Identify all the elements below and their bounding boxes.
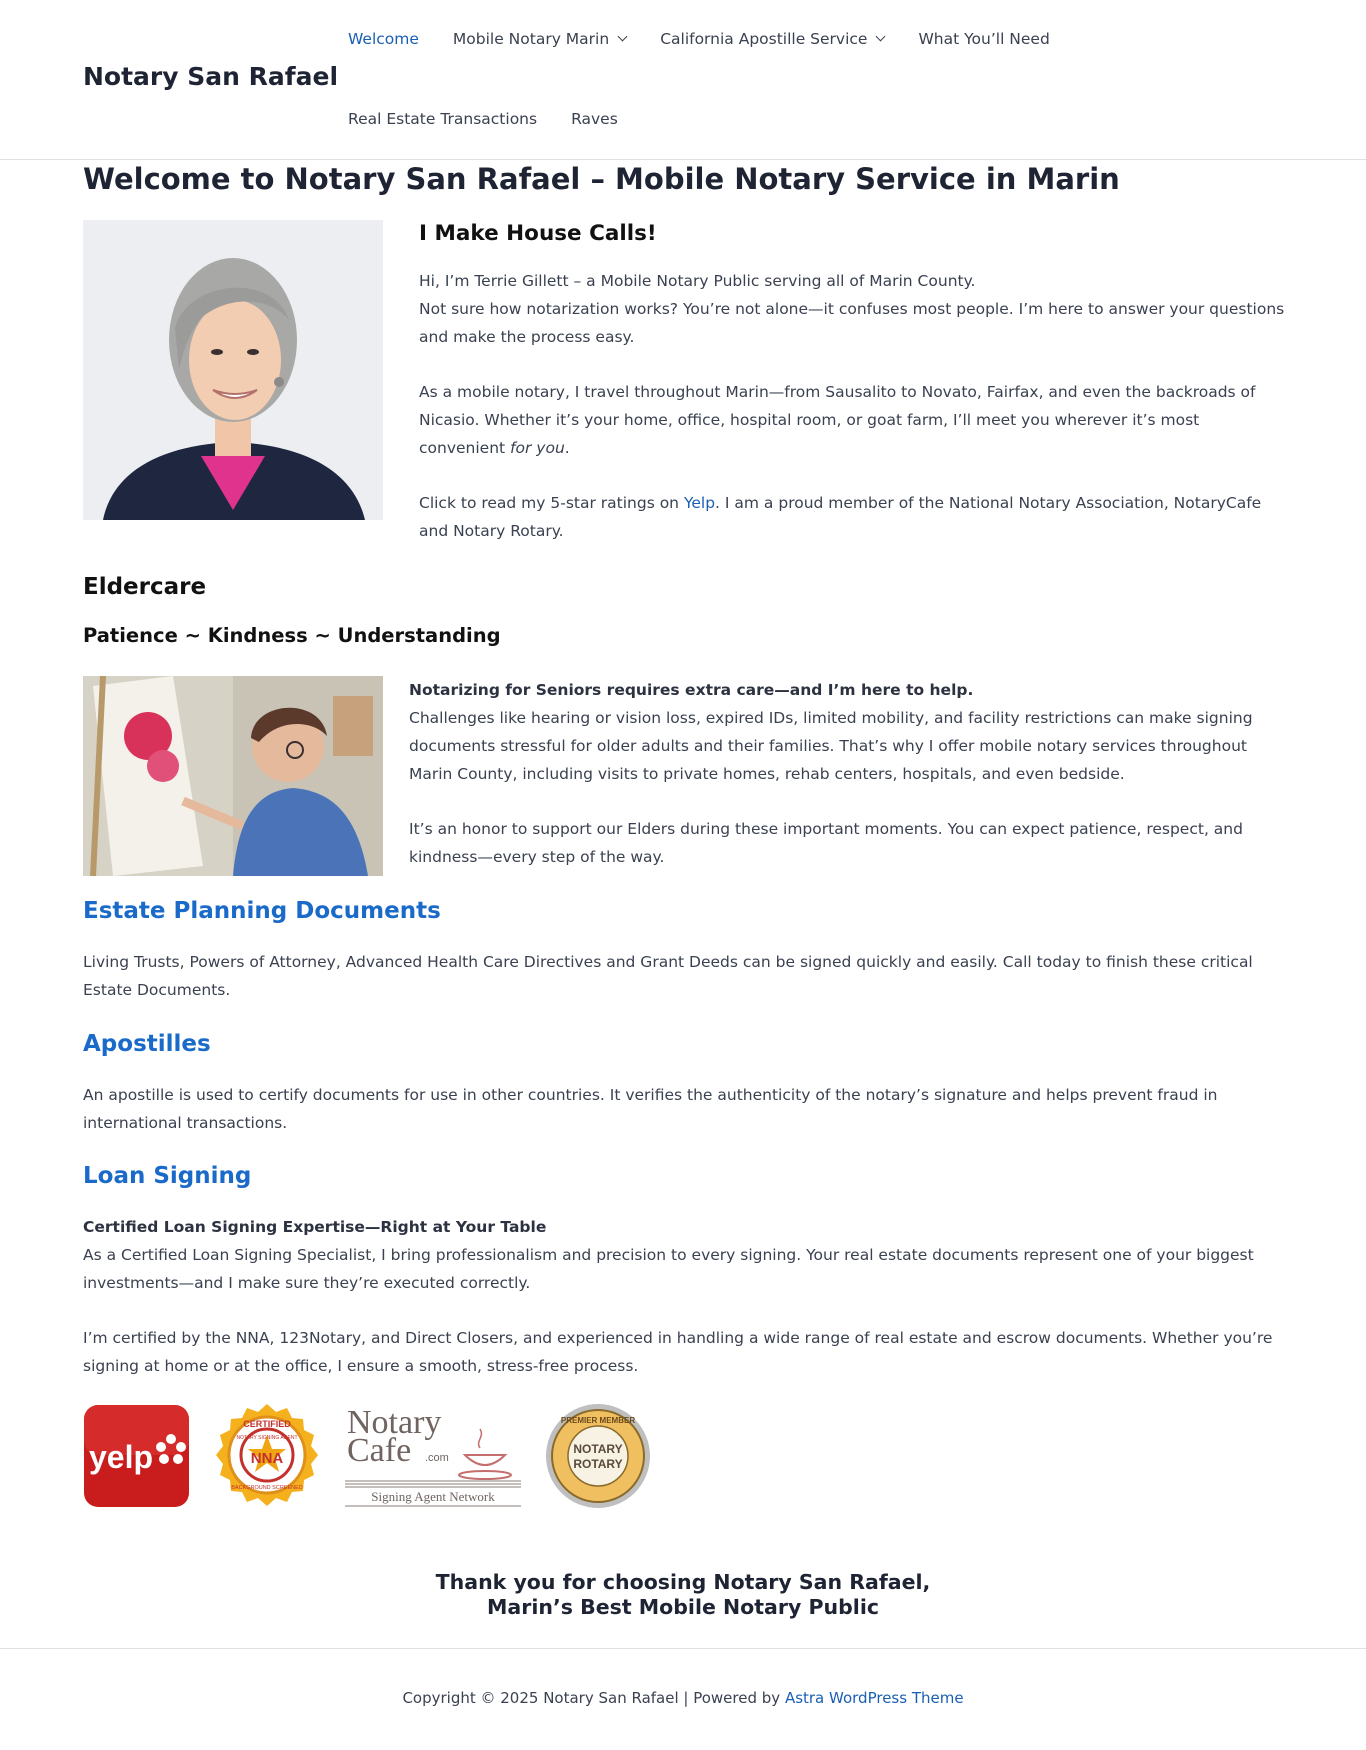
apostilles-paragraph: An apostille is used to certify documents for use in other countries. It verifies the authenticity of the notary’s signature and helps prevent fraud in international transactions. [83,1086,1218,1132]
eldercare-lead: Notarizing for Seniors requires extra care—and I’m here to help. [409,681,974,699]
thank-you-message [0,1570,1366,1620]
copyright-text: Copyright © 2025 Notary San Rafael | Powered by [402,1689,785,1707]
nav-label: Mobile Notary Marin [452,30,610,48]
loan-lead: Certified Loan Signing Expertise—Right at Your Table [83,1218,547,1236]
nav-real-estate[interactable]: Real Estate Transactions [348,110,538,128]
eldercare-paragraph-2: It’s an honor to support our Elders during these important moments. You can expect patience, respect, and kindness—every step of the way. [409,820,1243,866]
yelp-badge[interactable] [83,1404,190,1512]
nna-certified-badge [214,1403,321,1513]
primary-nav [348,30,1084,48]
nav-california-apostille[interactable] [660,30,884,48]
eldercare-paragraph-1 [409,676,1289,788]
nav-mobile-notary-marin[interactable] [453,30,626,48]
estate-paragraph: Living Trusts, Powers of Attorney, Advanced Health Care Directives and Grant Deeds can be signed quickly and easily. Call today to finish these critical Estate Documents. [83,953,1253,999]
cafe-tagline: Signing Agent Network [371,1489,495,1504]
chevron-down-icon [618,32,628,42]
nna-inner-bottom-text: BACKGROUND SCREENED [231,1485,303,1491]
eldercare-subheading: Patience ~ Kindness ~ Understanding [83,624,501,647]
nav-welcome[interactable]: Welcome [348,30,419,48]
yelp-wordmark: yelp [89,1439,154,1475]
chevron-down-icon [876,32,886,42]
yelp-link[interactable]: Yelp [683,494,716,512]
intro-paragraph-1 [419,267,1289,351]
notary-rotary-badge [545,1403,651,1513]
intro-text: . I am a proud member of the National Notary Association, NotaryCafe and Notary Rotary. [419,494,1262,540]
primary-nav-row-2 [348,110,652,128]
eldercare-text [409,676,1289,898]
portrait-photo [83,220,383,520]
rotary-line-1: NOTARY [573,1442,623,1456]
astra-theme-link[interactable]: Astra WordPress Theme [784,1689,964,1707]
nna-ring-text: CERTIFIED [243,1419,291,1429]
rotary-line-2: ROTARY [573,1457,623,1471]
intro-line-2: Not sure how notarization works? You’re not alone—it confuses most people. I’m here to answer your questions and make the process easy. [419,300,1285,346]
thank-you-line-1: Thank you for choosing Notary San Rafael, [435,1570,931,1594]
intro-section [419,220,1289,572]
cafe-com: .com [425,1452,449,1464]
loan-heading: Loan Signing [83,1163,252,1189]
eldercare-heading: Eldercare [83,574,207,600]
apostilles-heading: Apostilles [83,1031,211,1057]
site-title[interactable]: Notary San Rafael [83,62,339,91]
nav-label: California Apostille Service [660,30,868,48]
site-header [0,0,1366,160]
cafe-wordmark-1: Notary [347,1404,442,1441]
loan-paragraph-1 [83,1213,1288,1297]
footer-divider [0,1648,1366,1649]
nna-inner-top-text: NOTARY SIGNING AGENT [236,1435,298,1441]
site-footer [0,1689,1366,1707]
loan-text-1: As a Certified Loan Signing Specialist, I bring professionalism and precision to every signing. Your real estate documents represent one of your biggest investments—and I make sure they’re executed correctly. [83,1246,1254,1292]
eldercare-text-1: Challenges like hearing or vision loss, expired IDs, limited mobility, and facility restrictions can make signing documents stressful for older adults and their families. That’s why I offer mobile notary services throughout Marin County, including visits to private homes, rehab centers, hospitals, and even bedside. [409,709,1253,783]
estate-heading: Estate Planning Documents [83,898,441,924]
loan-paragraph-2: I’m certified by the NNA, 123Notary, and Direct Closers, and experienced in handling a wide range of real estate and escrow documents. Whether you’re signing at home or at the office, I ensure a smooth, stress-free process. [83,1329,1273,1375]
apostilles-text [83,1081,1288,1164]
intro-paragraph-2 [419,378,1289,462]
intro-line-1: Hi, I’m Terrie Gillett – a Mobile Notary Public serving all of Marin County. [419,272,976,290]
nav-what-youll-need[interactable]: What You’ll Need [918,30,1050,48]
intro-paragraph-3 [419,489,1289,545]
intro-text: As a mobile notary, I travel throughout Marin—from Sausalito to Novato, Fairfax, and even the backroads of Nicasio. Whether it’s your home, office, hospital room, or goat farm, I’ll meet you wherever it’s most convenient [419,383,1256,457]
estate-text [83,948,1288,1031]
notary-cafe-badge [345,1403,521,1513]
intro-heading: I Make House Calls! [419,221,657,246]
intro-text: Click to read my 5-star ratings on [419,494,684,512]
page-title: Welcome to Notary San Rafael – Mobile Notary Service in Marin [83,162,1120,196]
cafe-wordmark-2: Cafe [347,1432,412,1469]
thank-you-line-2: Marin’s Best Mobile Notary Public [487,1595,879,1619]
rotary-ring-text: PREMIER MEMBER [560,1416,636,1425]
membership-badges [83,1405,675,1511]
intro-emphasis: for you [510,439,565,457]
nna-center-text: NNA [250,1450,284,1467]
loan-text [83,1213,1288,1407]
elder-painting-photo [83,676,383,876]
intro-period: . [564,439,570,457]
nav-raves[interactable]: Raves [571,110,618,128]
